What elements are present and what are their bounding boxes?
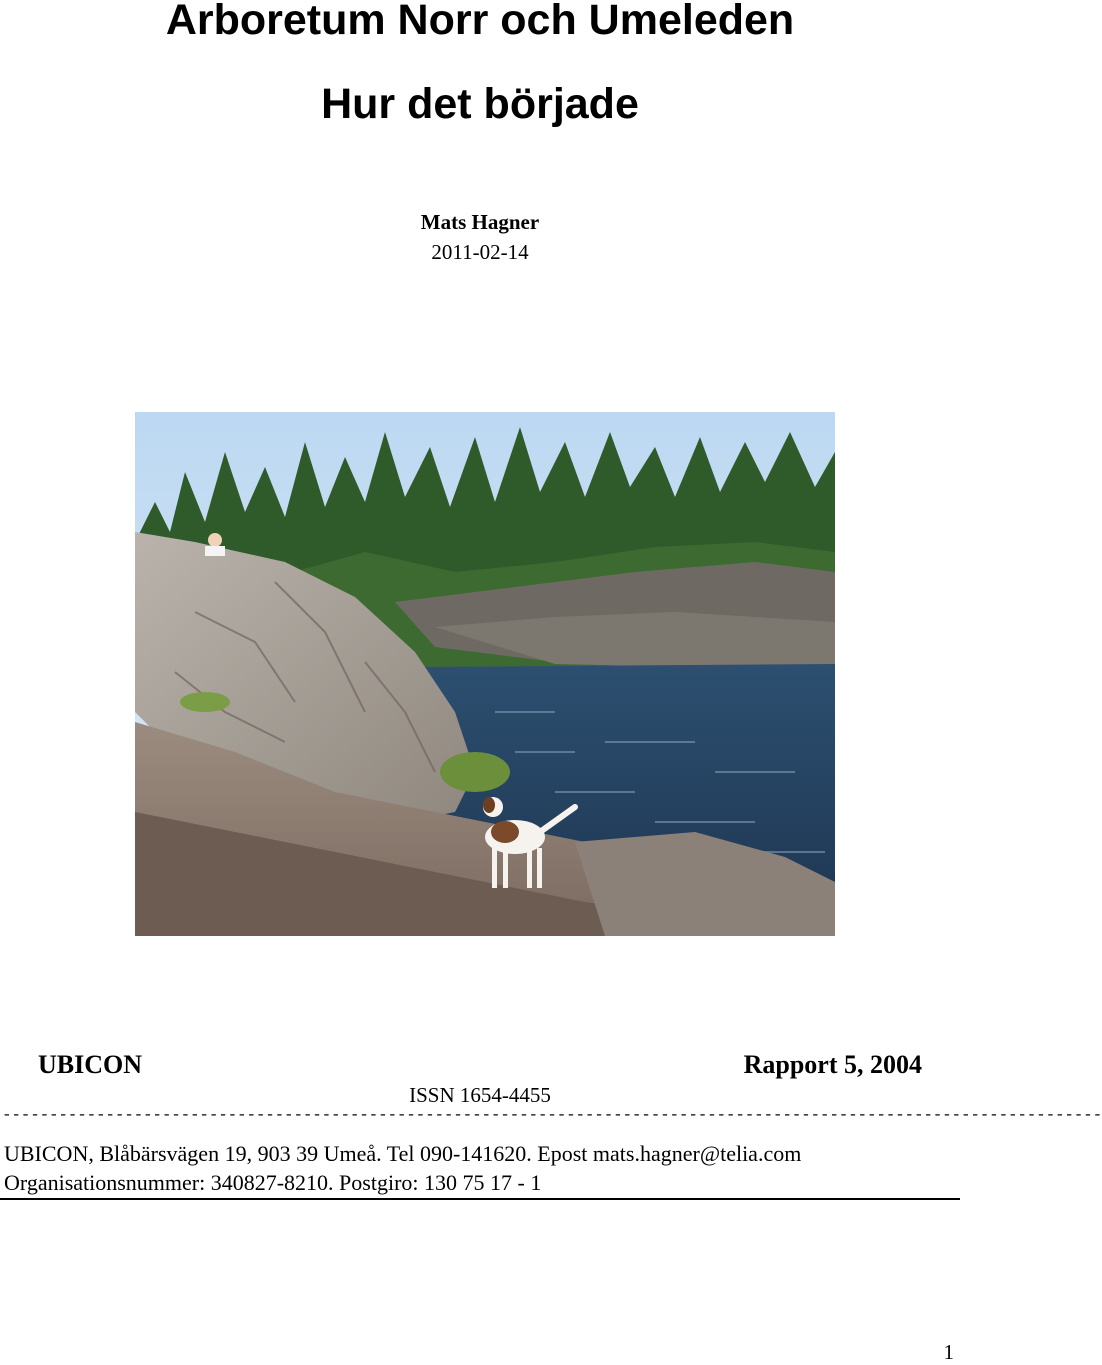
contact-address: UBICON, Blåbärsvägen 19, 903 39 Umeå. Tel 090-141620. Epost mats.hagner@telia.com — [4, 1141, 802, 1166]
publisher-name: UBICON — [38, 1050, 143, 1079]
document-title: Arboretum Norr och Umeleden — [165, 0, 795, 44]
footer-rule — [0, 1198, 960, 1200]
organisation-info: Organisationsnummer: 340827-8210. Postgiro: 130 75 17 - 1 — [4, 1170, 542, 1195]
document-subtitle: Hur det började — [321, 80, 639, 128]
publication-date: 2011-02-14 — [431, 240, 529, 264]
page-number: 1 — [943, 1340, 954, 1364]
author-name: Mats Hagner — [420, 210, 540, 234]
landscape-photo-icon — [135, 412, 835, 936]
report-number: Rapport 5, 2004 — [743, 1050, 922, 1079]
issn-number: ISSN 1654-4455 — [409, 1083, 551, 1107]
dashed-separator: --------------------------------------------------------------------------------------------------------------------- — [2, 1106, 1102, 1124]
cover-photo — [135, 412, 835, 936]
